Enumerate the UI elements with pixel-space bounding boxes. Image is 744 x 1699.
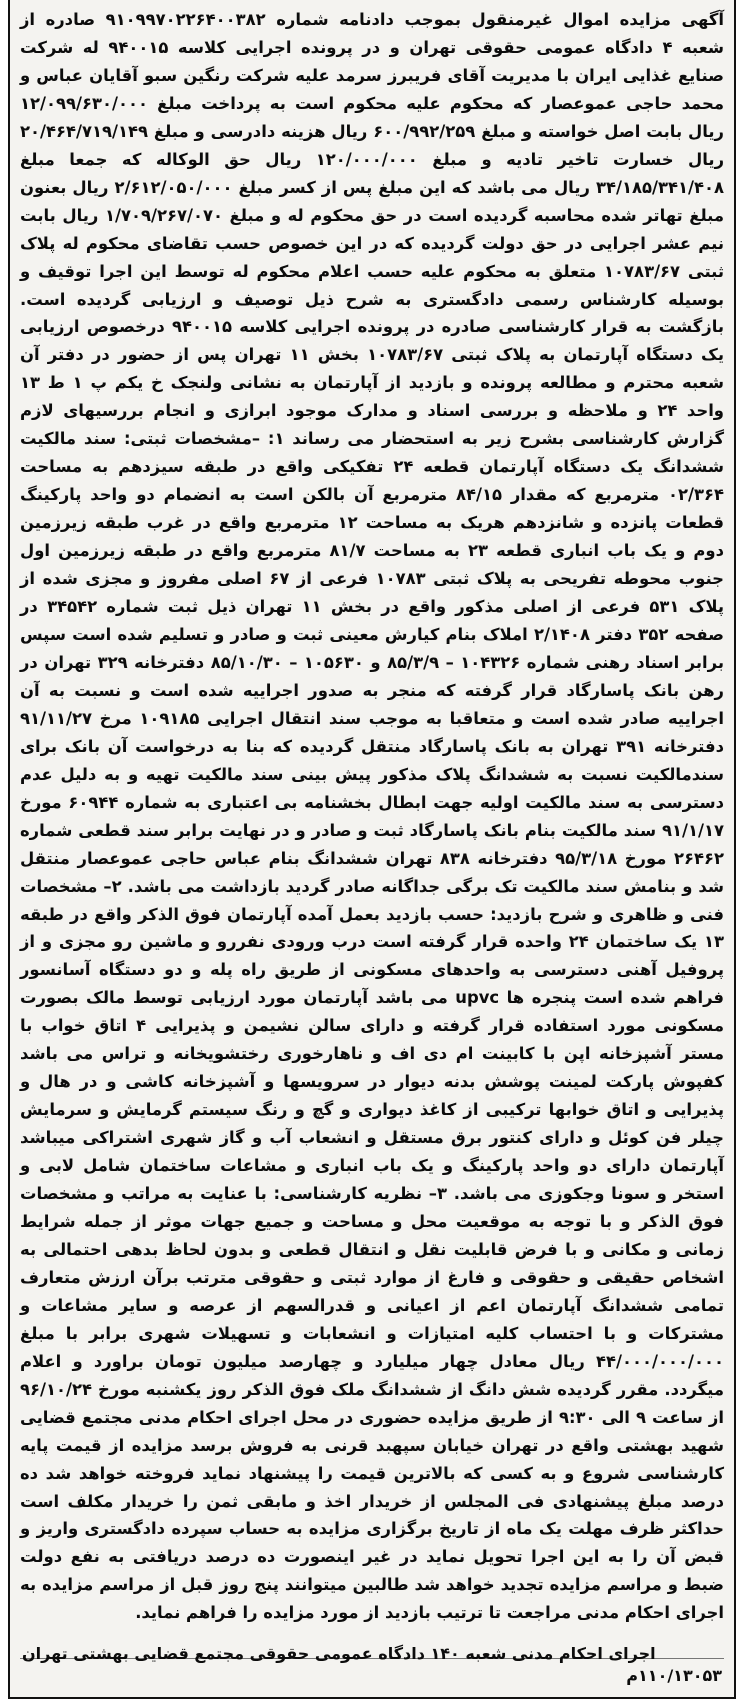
footer-reference: ۱۱۰/۱۳۰۵۳م	[626, 1666, 722, 1685]
auction-notice	[8, 0, 736, 1699]
notice-footer	[10, 1643, 734, 1687]
footer-office: اجرای احکام مدنی شعبه ۱۴۰ دادگاه عمومی حقوقی مجتمع قضایی بهشتی تهران	[22, 1644, 656, 1663]
notice-body: آگهی مزایده اموال غیرمنقول بموجب دادنامه شماره ۹۱۰۹۹۷۰۲۲۶۴۰۰۳۸۲ صادره از شعبه ۴ دادگاه عمومی حقوقی تهران و در پرونده اجرایی کلاسه ۹۴۰۰۱۵ له شرکت صنایع غذایی ایران با مدیریت آقای فریبرز سرمد علیه شرکت رنگین سبو آقایان عباس و محمد حاجی عموعصار که محکوم علیه محکوم است به پرداخت مبلغ ۱۲/۰۹۹/۶۳۰/۰۰۰ ریال بابت اصل خواسته و مبلغ ۶۰۰/۹۹۲/۲۵۹ ریال هزینه دادرسی و مبلغ ۲۰/۴۶۴/۷۱۹/۱۴۹ ریال خسارت تاخیر تادیه و مبلغ ۱۲۰/۰۰۰/۰۰۰ ریال حق الوکاله که جمعا مبلغ ۳۴/۱۸۵/۳۴۱/۴۰۸ ریال می باشد که این مبلغ پس از کسر مبلغ ۲/۶۱۲/۰۵۰/۰۰۰ ریال بعنون مبلغ تهاتر شده محاسبه گردیده است در حق محکوم له و مبلغ ۱/۷۰۹/۲۶۷/۰۷۰ ریال بابت نیم عشر اجرایی در حق دولت گردیده که در این خصوص حسب تقاضای محکوم له پلاک ثبتی ۱۰۷۸۳/۶۷ متعلق به محکوم علیه حسب اعلام محکوم له توسط این اجرا توقیف و بوسیله کارشناس رسمی دادگستری به شرح ذیل توصیف و ارزیابی گردیده است. بازگشت به قرار کارشناسی صادره در پرونده اجرایی کلاسه ۹۴۰۰۱۵ درخصوص ارزیابی یک دستگاه آپارتمان به پلاک ثبتی ۱۰۷۸۳/۶۷ بخش ۱۱ تهران پس از حضور در دفتر آن شعبه محترم و مطالعه پرونده و بازدید از آپارتمان به نشانی ولنجک خ یکم پ ۱ ط ۱۳ واحد ۲۴ و ملاحظه و بررسی اسناد و مدارک موجود ابرازی و انجام بررسیهای لازم گزارش کارشناسی بشرح زیر به استحضار می رساند ۱: –مشخصات ثبتی: سند مالکیت ششدانگ یک دستگاه آپارتمان قطعه ۲۴ تفکیکی واقع در طبقه سیزدهم به مساحت ۰۲/۳۶۴ مترمربع که مقدار ۸۴/۱۵ مترمربع آن بالکن است به انضمام دو واحد پارکینگ قطعات پانزده و شانزدهم هریک به مساحت ۱۲ مترمربع واقع در غرب طبقه زیرزمین دوم و یک باب انباری قطعه ۲۳ به مساحت ۸۱/۷ مترمربع واقع در طبقه زیرزمین اول جنوب محوطه تفریحی به پلاک ثبتی ۱۰۷۸۳ فرعی از ۶۷ اصلی مفروز و مجزی شده از پلاک ۵۳۱ فرعی از اصلی مذکور واقع در بخش ۱۱ تهران ذیل ثبت شماره ۳۴۵۴۲ در صفحه ۳۵۲ دفتر ۲/۱۴۰۸ املاک بنام کیارش معینی ثبت و صادر و تسلیم شده است سپس برابر اسناد رهنی شماره ۱۰۴۳۲۶ – ۸۵/۳/۹ و ۱۰۵۶۳۰ – ۸۵/۱۰/۳۰ دفترخانه ۳۲۹ تهران در رهن بانک پاسارگاد قرار گرفته که منجر به صدور اجراییه شده است و نسبت به آن اجراییه صادر شده است و متعاقبا به موجب سند انتقال اجرایی ۱۰۹۱۸۵ مرخ ۹۱/۱۱/۲۷ دفترخانه ۳۹۱ تهران به بانک پاسارگاد منتقل گردیده که بنا به درخواست آن بانک برای سندمالکیت نسبت به ششدانگ پلاک مذکور پیش بینی سند مالکیت تهیه و به دلیل عدم دسترسی به سند مالکیت اولیه جهت ابطال بخشنامه بی اعتباری به شماره ۶۰۹۴۴ مورخ ۹۱/۱/۱۷ سند مالکیت بنام بانک پاسارگاد ثبت و صادر و در نهایت برابر سند قطعی شماره ۲۶۴۶۲ مورخ ۹۵/۳/۱۸ دفترخانه ۸۳۸ تهران ششدانگ بنام عباس حاجی عموعصار منتقل شد و بنامش سند مالکیت تک برگی جداگانه صادر گردید بازداشت می باشد. ۲– مشخصات فنی و ظاهری و شرح بازدید: حسب بازدید بعمل آمده آپارتمان فوق الذکر واقع در طبقه ۱۳ یک ساختمان ۲۴ واحده قرار گرفته است درب ورودی نفررو و ماشین رو مجزی و از پروفیل آهنی دسترسی به واحدهای مسکونی از طریق راه پله و دو دستگاه آسانسور فراهم شده است پنجره ها upvc می باشد آپارتمان مورد ارزیابی توسط مالک بصورت مسکونی مورد استفاده قرار گرفته و دارای سالن نشیمن و پذیرایی ۴ اتاق خواب با مستر آشپزخانه اپن با کابینت ام دی اف و ناهارخوری رختشویخانه و تراس می باشد کفپوش پارکت لمینت پوشش بدنه دیوار در سرویسها و آشپزخانه کاشی و در هال و پذیرایی و اتاق خوابها ترکیبی از کاغذ دیواری و گچ و رنگ سیستم گرمایش و سرمایش چیلر فن کوئل و دارای کنتور برق مستقل و انشعاب آب و گاز شهری اشتراکی میباشد آپارتمان دارای دو واحد پارکینگ و یک باب انباری و مشاعات ساختمان شامل لابی و استخر و سونا وجکوزی می باشد. ۳– نظریه کارشناسی: با عنایت به مراتب و مشخصات فوق الذکر و با توجه به موقعیت محل و مساحت و جمیع جهات موثر از جمله شرایط زمانی و مکانی و با فرض قابلیت نقل و انتقال قطعی و بدون لحاظ بدهی احتمالی به اشخاص حقیقی و حقوقی و فارغ از موارد ثبتی و حقوقی مترتب برآن ارزش متعارف تمامی ششدانگ آپارتمان اعم از اعیانی و قدرالسهم از عرصه و سایر مشاعات و مشترکات و با احتساب کلیه امتیازات و انشعابات و تسهیلات شهری برابر با مبلغ ۴۴/۰۰۰/۰۰۰/۰۰۰ ریال معادل چهار میلیارد و چهارصد میلیون تومان براورد و اعلام میگردد. مقرر گردیده شش دانگ از ششدانگ ملک فوق الذکر روز یکشنبه مورخ ۹۶/۱۰/۲۴ از ساعت ۹ الی ۹:۳۰ از طریق مزایده حضوری در محل اجرای احکام مدنی مجتمع قضایی شهید بهشتی واقع در تهران خیابان سپهبد قرنی به فروش برسد مزایده از قیمت پایه کارشناسی شروع و به کسی که بالاترین قیمت را پیشنهاد نماید فروخته خواهد شد ده درصد مبلغ پیشنهادی فی المجلس از خریدار اخذ و مابقی ثمن را خریدار مکلف است حداکثر ظرف مهلت یک ماه از تاریخ برگزاری مزایده به حساب سپرده دادگستری واریز و قبض آن را به این اجرا تحویل نماید در غیر اینصورت ده درصد دریافتی به نفع دولت ضبط و مراسم مزایده تجدید خواهد شد طالبین میتوانند پنج روز قبل از مراسم مزایده به اجرای احکام مدنی مراجعت تا ترتیب بازدید از مورد مزایده را فراهم نماید.	[20, 10, 725, 1623]
